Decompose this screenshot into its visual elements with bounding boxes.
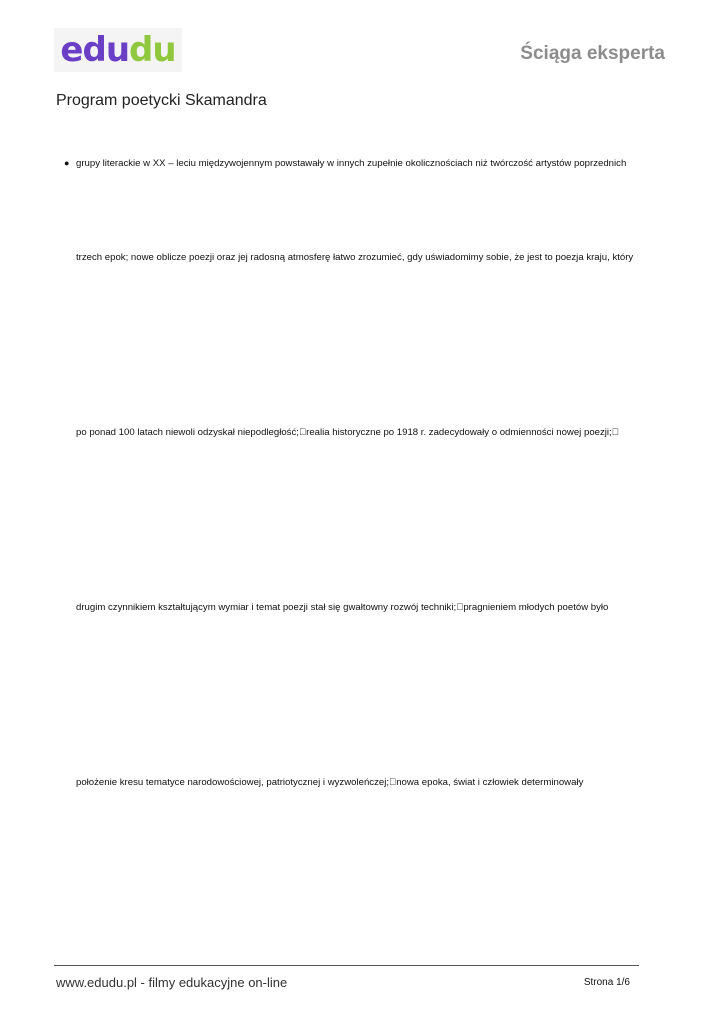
text-line-2: trzech epok; nowe oblicze poezji oraz jej radosną atmosferę łatwo zrozumieć, gdy uświadomimy sobie, że jest to poezja kraju, który — [76, 252, 634, 263]
logo-text-part2: du — [129, 30, 176, 70]
document-title: Program poetycki Skamandra — [56, 92, 267, 109]
footer-divider — [54, 965, 639, 966]
text-line-4: drugim czynnikiem kształtującym wymiar i temat poezji stał się gwałtowny rozwój techniki; pragnieniem młodych poetów było — [76, 602, 604, 613]
edudu-logo[interactable] — [54, 28, 182, 72]
footer-site-link[interactable]: www.edudu.pl - filmy edukacyjne on-line — [56, 975, 288, 990]
header-label: Ściąga eksperta — [520, 43, 665, 64]
logo-text-part1: edu — [60, 30, 130, 70]
logo-text — [60, 30, 176, 70]
bullet-icon: ● — [64, 158, 70, 168]
page-number: Strona 1/6 — [583, 977, 630, 988]
text-line-3: po ponad 100 latach niewoli odzyskał niepodległość; realia historyczne po 1918 r. zadecydowały o odmienności nowej poezji; — [76, 427, 608, 438]
text-line-1: grupy literackie w XX – leciu międzywojennym powstawały w innych zupełnie okolicznościach niż twórczość artystów poprzednich — [76, 158, 627, 169]
text-line-5: położenie kresu tematyce narodowościowej, patriotycznej i wyzwoleńczej; nowa epoka, świat i człowiek determinowały — [76, 777, 579, 788]
